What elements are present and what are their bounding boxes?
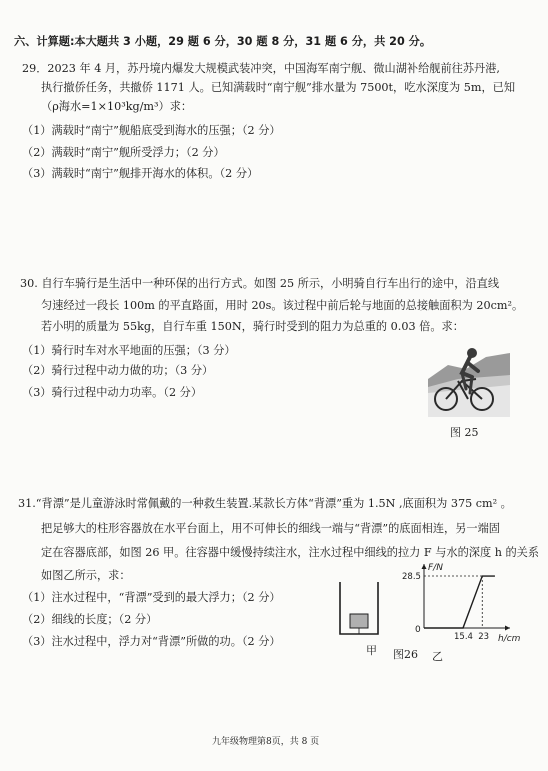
q31-part-3: （3）注水过程中，浮力对“背漂”所做的功。（2 分） [22, 635, 281, 648]
cyclist-photo [428, 335, 510, 417]
figure-25-caption: 图 25 [450, 426, 479, 439]
q29-part-2: （2）满载时“南宁”舰所受浮力；（2 分） [22, 146, 225, 159]
y-axis-arrow [422, 564, 427, 569]
figure-26a-label: 甲 [366, 644, 377, 657]
q30-line: 30. 自行车骑行是生活中一种环保的出行方式。如图 25 所示，小明骑自行车出行的途中，沿直线 [20, 277, 500, 290]
q30-part-3: （3）骑行过程中动力功率。（2 分） [22, 386, 203, 399]
page-footer: 九年级物理第8页，共 8 页 [212, 737, 320, 747]
section-title: 六、计算题:本大题共 3 小题，29 题 6 分，30 题 8 分，31 题 6 分，共 20 分。 [14, 35, 432, 48]
q29-line: 29．2023 年 4 月，苏丹境内爆发大规模武装冲突，中国海军南宁舰、微山湖补给舰前往苏丹港, [22, 62, 500, 75]
q29-part-1: （1）满载时“南宁”舰船底受到海水的压强；（2 分） [22, 124, 281, 137]
x-axis-label: h/cm [498, 634, 521, 644]
x-tick-label: 23 [478, 632, 490, 642]
q30-line: 匀速经过一段长 100m 的平直路面，用时 20s。该过程中前后轮与地面的总接触面积为 20cm²。 [41, 299, 524, 312]
q30-part-1: （1）骑行时车对水平地面的压强；（3 分） [22, 344, 236, 357]
x-tick-label: 15.4 [454, 632, 473, 642]
q31-line: 31.“背漂”是儿童游泳时常佩戴的一种救生装置.某款长方体“背漂”重为 1.5N ,底面积为 375 cm² 。 [18, 497, 512, 510]
q30-line: 若小明的质量为 55kg，自行车重 150N，骑行时受到的阻力为总重的 0.03 倍。求： [41, 320, 464, 333]
figure-26b-label: 乙 [432, 650, 443, 663]
q31-line: 如图乙所示，求： [41, 569, 131, 582]
y-axis-label: F/N [428, 563, 443, 573]
series-line [424, 576, 495, 628]
figure-26-caption: 图26 [393, 648, 418, 661]
q31-line: 把足够大的柱形容器放在水平台面上，用不可伸长的细线一端与“背漂”的底面相连，另一端固 [41, 522, 500, 535]
y-tick-label: 28.5 [402, 572, 421, 583]
q30-part-2: （2）骑行过程中动力做的功；（3 分） [22, 364, 214, 377]
q29-part-3: （3）满载时“南宁”舰排开海水的体积。（2 分） [22, 167, 259, 180]
figure-26b-chart [400, 560, 521, 646]
q31-line: 定在容器底部，如图 26 甲。往容器中缓慢持续注水，注水过程中细线的拉力 F 与水的深度 h 的关系 [41, 546, 540, 559]
q29-line: （ρ海水=1×10³kg/m³）求： [41, 100, 193, 113]
q31-part-2: （2）细线的长度；（2 分） [22, 613, 158, 626]
q31-part-1: （1）注水过程中，“背漂”受到的最大浮力；（2 分） [22, 591, 281, 604]
figure-26a-container [336, 578, 382, 638]
origin-label: 0 [415, 625, 421, 635]
q29-line: 执行撤侨任务，共撤侨 1171 人。已知满载时“南宁舰”排水量为 7500t，吃水深度为 5m，已知 [41, 81, 516, 94]
x-axis-arrow [505, 626, 510, 631]
